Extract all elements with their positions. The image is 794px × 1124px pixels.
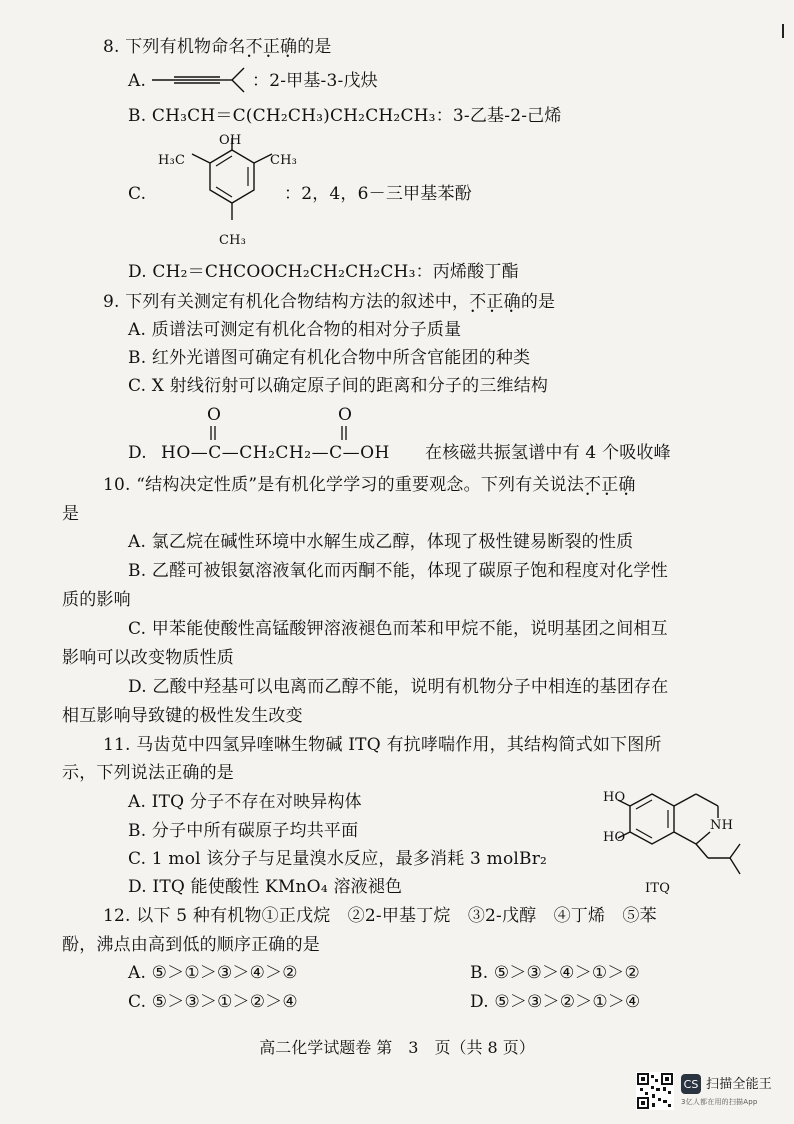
itq-nh-label: NH: [710, 818, 734, 833]
itq-ho-label-1: HO: [603, 790, 626, 805]
q10-stem-text: 10. “结构决定性质”是有机化学学习的重要观念。下列有关说法: [103, 475, 585, 495]
q8-c-h3c-label: H₃C: [158, 153, 186, 168]
q11-stem: 11. 马齿苋中四氢异喹啉生物碱 ITQ 有抗哮喘作用，其结构简式如下图所: [103, 735, 662, 755]
q11-option-b: B. 分子中所有碳原子均共平面: [128, 821, 359, 841]
q10-option-c-cont: 影响可以改变物质性质: [62, 648, 234, 668]
q8-option-a-skeletal-formula: [152, 62, 258, 96]
q9-option-d-formula: HO—C—CH₂CH₂—C—OH: [161, 443, 390, 463]
q10-option-a: A. 氯乙烷在碱性环境中水解生成乙醇，体现了极性键易断裂的性质: [128, 532, 634, 552]
q9-stem: [103, 291, 555, 313]
q10-option-d-cont: 相互影响导致键的极性发生改变: [62, 706, 303, 726]
q9-option-d: 在核磁共振氢谱中有 4 个吸收峰: [425, 443, 671, 463]
camscanner-logo-icon: CS: [681, 1074, 701, 1094]
q9-emphasis: 不正确 • • •: [469, 291, 521, 313]
q8-c-ch3-bottom-label: CH₃: [219, 233, 247, 248]
itq-caption: ITQ: [645, 881, 671, 896]
q8-emphasis: 不正确 • • •: [246, 36, 298, 58]
q9-stem-text: 9. 下列有关测定有机化合物结构方法的叙述中，: [103, 292, 470, 312]
q10-emphasis: 不正确 • • •: [584, 474, 636, 496]
q9-option-a: A. 质谱法可测定有机化合物的相对分子质量: [128, 320, 462, 340]
q12-stem: 12. 以下 5 种有机物①正戊烷 ②2-甲基丁烷 ③2-戊醇 ④丁烯 ⑤苯: [103, 906, 657, 926]
scanner-brand-name: 扫描全能王: [706, 1077, 773, 1092]
q12-option-b: B. ⑤＞③＞④＞①＞②: [470, 963, 640, 983]
q10-option-d: D. 乙酸中羟基可以电离而乙醇不能，说明有机物分子中相连的基团存在: [128, 677, 669, 697]
q9-option-d-label: D.: [128, 443, 147, 463]
q8-option-a: ：2-甲基-3-戊炔: [252, 71, 378, 91]
q8-option-d: D. CH₂＝CHCOOCH₂CH₂CH₂CH₃：丙烯酸丁酯: [128, 262, 519, 282]
q8-stem-end: 的是: [297, 37, 332, 57]
q9-d-oxygen-2: O: [338, 405, 353, 425]
q8-option-a-label: A.: [128, 71, 147, 91]
q9-d-oxygen-1: O: [207, 405, 222, 425]
page-footer: 高二化学试题卷 第 3 页（共 8 页）: [259, 1038, 535, 1057]
q8-option-b: B. CH₃CH＝C(CH₂CH₃)CH₂CH₂CH₃：3-乙基-2-己烯: [128, 106, 562, 126]
itq-structure: [600, 770, 770, 890]
q9-option-b: B. 红外光谱图可确定有机化合物中所含官能团的种类: [128, 348, 531, 368]
q8-stem: [103, 36, 332, 58]
itq-ho-label-2: HO: [603, 830, 626, 845]
q12-option-c: C. ⑤＞③＞①＞②＞④: [128, 992, 298, 1012]
page-edge-mark: [782, 24, 784, 38]
q10-option-b: B. 乙醛可被银氨溶液氧化而丙酮不能，体现了碳原子饱和程度对化学性: [128, 561, 668, 581]
q9-stem-end: 的是: [520, 292, 556, 312]
q12-stem-cont: 酚，沸点由高到低的顺序正确的是: [62, 935, 320, 955]
scanner-tagline: 3亿人都在用的扫描App: [681, 1098, 758, 1106]
q9-d-double-bonds: [200, 424, 360, 444]
q10-option-c: C. 甲苯能使酸性高锰酸钾溶液褪色而苯和甲烷不能，说明基团之间相互: [128, 619, 668, 639]
q8-option-c: ：2，4，6－三甲基苯酚: [284, 184, 472, 204]
q12-option-d: D. ⑤＞③＞②＞①＞④: [470, 992, 641, 1012]
q8-option-c-label: C.: [128, 184, 147, 204]
q8-c-ch3-right-label: CH₃: [270, 153, 298, 168]
q11-option-a: A. ITQ 分子不存在对映异构体: [128, 792, 362, 812]
q8-c-oh-label: OH: [219, 133, 242, 148]
q10-option-b-cont: 质的影响: [62, 590, 131, 610]
q11-option-d: D. ITQ 能使酸性 KMnO₄ 溶液褪色: [128, 877, 403, 897]
q10-stem: [103, 474, 636, 496]
q8-stem-text: 8. 下列有机物命名: [103, 37, 246, 57]
q10-stem-cont: 是: [62, 504, 80, 524]
q11-option-c: C. 1 mol 该分子与足量溴水反应，最多消耗 3 molBr₂: [128, 849, 548, 869]
q11-stem-cont: 示，下列说法正确的是: [62, 763, 234, 783]
q9-option-c: C. X 射线衍射可以确定原子间的距离和分子的三维结构: [128, 376, 549, 396]
q12-option-a: A. ⑤＞①＞③＞④＞②: [128, 963, 298, 983]
qr-code-icon: [636, 1072, 674, 1110]
